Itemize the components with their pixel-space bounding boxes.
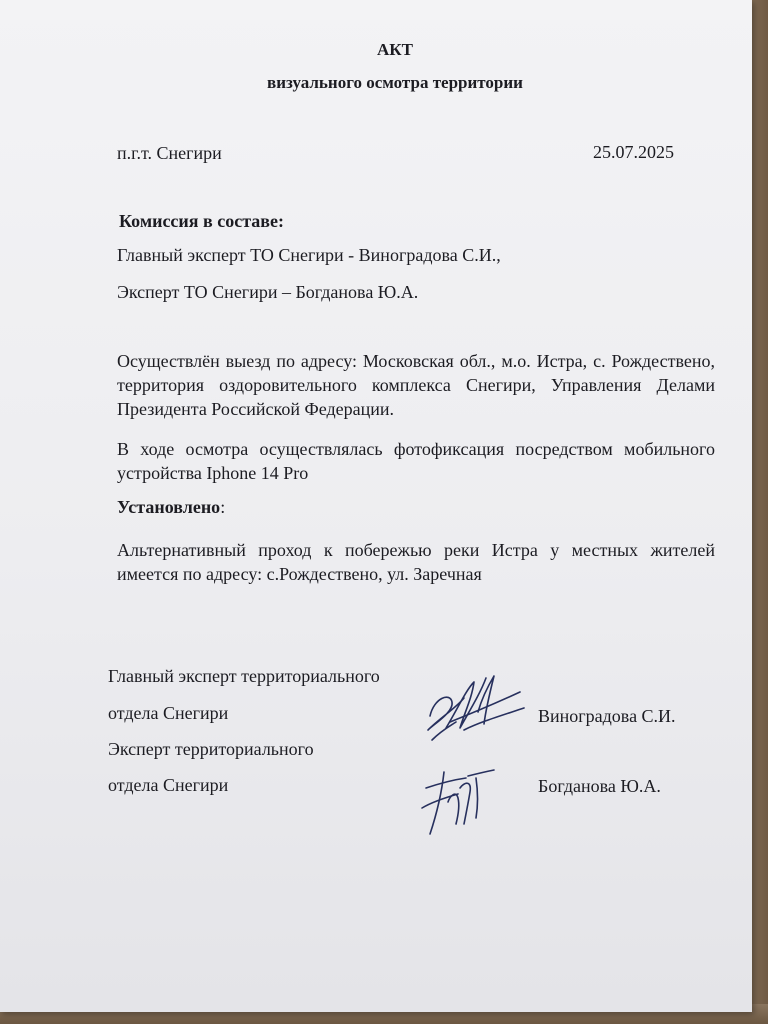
signatory-name: Виноградова С.И. (538, 706, 676, 726)
paragraph-photo: В ходе осмотра осуществлялась фотофиксация посредством мобильного устройства Iphone 14 Pro (117, 439, 715, 483)
document-subtitle: визуального осмотра территории (267, 73, 523, 92)
handwritten-signature (418, 758, 498, 845)
signatory-department: отдела Снегири (108, 775, 229, 795)
handwritten-signature (420, 668, 530, 755)
established-colon: : (220, 497, 226, 517)
established-heading (117, 497, 225, 518)
commission-heading: Комиссия в составе: (119, 211, 284, 231)
commission-member: Главный эксперт ТО Снегири - Виноградова С.И., (117, 245, 501, 265)
signatory-name: Богданова Ю.А. (538, 776, 661, 796)
document-title: АКТ (377, 40, 413, 59)
signatory-role: Главный эксперт территориального (108, 666, 380, 686)
paragraph-visit: Осуществлён выезд по адресу: Московская обл., м.о. Истра, с. Рождествено, территория оздоровительного комплекса Снегири, Управления Делами Президента Российской Федерации. (117, 351, 715, 419)
paragraph-established: Альтернативный проход к побережью реки Истра у местных жителей имеется по адресу: с.Рождествено, ул. Заречная (117, 540, 715, 584)
commission-member: Эксперт ТО Снегири – Богданова Ю.А. (117, 282, 419, 302)
document-place: п.г.т. Снегири (117, 143, 222, 163)
signatory-department: отдела Снегири (108, 703, 229, 723)
signatory-role: Эксперт территориального (108, 739, 314, 759)
established-label: Установлено (117, 497, 221, 517)
document-date: 25.07.2025 (593, 142, 674, 162)
